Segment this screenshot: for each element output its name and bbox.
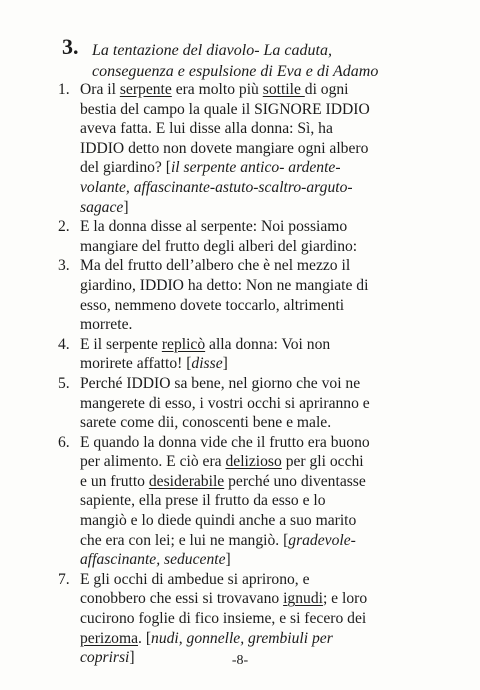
underlined-word: sottile <box>262 81 305 98</box>
verse-line: E il serpente replicò alla donna: Voi non <box>80 335 331 353</box>
verse-line: coprirsi] <box>80 649 135 667</box>
chapter-title-line: conseguenza e espulsione di Eva e di Adamo <box>92 63 379 80</box>
verse-line: giardino, IDDIO ha detto: Non ne mangiate di <box>80 276 369 294</box>
underlined-word: desiderabile <box>148 472 225 490</box>
italic-gloss: disse <box>191 355 223 373</box>
verse-line: mangiò e lo diede quindi anche a suo marito <box>80 512 357 530</box>
verse-line: E quando la donna vide che il frutto era buono <box>80 433 370 451</box>
verse-line: per alimento. E ciò era delizioso per gli occhi <box>80 453 364 471</box>
chapter-title-line: La tentazione del diavolo- La caduta, <box>92 42 332 59</box>
underlined-word: perizoma <box>80 629 139 647</box>
verse-item <box>58 433 398 570</box>
underlined-word: replicò <box>161 335 206 353</box>
verse-list <box>58 80 398 668</box>
verse-line <box>80 178 398 198</box>
verse-line: sapiente, ella prese il frutto da esso e lo <box>80 492 326 510</box>
verse-line: cucirono foglie di fico insieme, e si fecero dei <box>80 610 367 628</box>
chapter-title <box>92 40 462 82</box>
underlined-word: delizioso <box>225 453 282 471</box>
verse-line: E gli occhi di ambedue si aprirono, e <box>80 570 310 588</box>
verse-line: aveva fatta. E lui disse alla donna: Sì, ha <box>80 120 333 138</box>
italic-gloss: gradevole- <box>288 531 356 549</box>
verse-line: mangerete di esso, i vostri occhi si apriranno e <box>80 394 370 412</box>
italic-gloss: il serpente antico- ardente- <box>170 159 341 177</box>
italic-gloss: volante, affascinante-astuto-scaltro-arguto- <box>80 178 353 196</box>
verse-line: del giardino? [il serpente antico- ardente- <box>80 159 341 177</box>
verse-number: 3. <box>58 257 70 275</box>
verse-line: sagace] <box>80 198 129 216</box>
chapter-number: 3. <box>62 34 79 59</box>
verse-item <box>58 374 398 433</box>
verse-line: affascinante, seducente] <box>80 551 231 569</box>
verse-line: perizoma. [nudi, gonnelle, grembiuli per <box>80 629 333 647</box>
verse-line: esso, nemmeno dovete toccarlo, altrimenti <box>80 296 345 314</box>
verse-line: morrete. <box>80 316 133 334</box>
italic-gloss: sagace <box>80 198 124 216</box>
verse-line: Ma del frutto dell’albero che è nel mezzo il <box>80 257 351 275</box>
verse-line: sarete come dii, conoscenti bene e male. <box>80 414 332 432</box>
underlined-word: serpente <box>119 81 172 98</box>
verse-line: che era con lei; e lui ne mangiò. [gradevole- <box>80 531 356 549</box>
italic-gloss: affascinante, seducente <box>80 551 226 569</box>
verse-line: E la donna disse al serpente: Noi possiamo <box>80 218 348 236</box>
verse-item <box>58 80 398 217</box>
verse-number: 4. <box>58 335 70 353</box>
verse-line: morirete affatto! [disse] <box>80 355 228 373</box>
page-number: -8- <box>231 653 249 668</box>
underlined-word: ignudi <box>283 590 323 608</box>
verse-line: mangiare del frutto degli alberi del giardino: <box>80 237 358 255</box>
verse-number: 7. <box>58 570 70 588</box>
verse-number: 6. <box>58 433 70 451</box>
italic-gloss: coprirsi <box>80 649 130 667</box>
verse-item <box>58 335 398 374</box>
italic-gloss: nudi, gonnelle, grembiuli per <box>151 629 333 647</box>
verse-line: e un frutto desiderabile perché uno diventasse <box>80 472 366 490</box>
verse-number: 5. <box>58 374 70 392</box>
verse-line: Perché IDDIO sa bene, nel giorno che voi ne <box>80 374 361 392</box>
verse-line: bestia del campo la quale il SIGNORE IDDIO <box>80 100 370 118</box>
verse-number: 1. <box>58 81 70 98</box>
verse-line: IDDIO detto non dovete mangiare ogni albero <box>80 139 369 157</box>
verse-number: 2. <box>58 218 70 236</box>
verse-line: Ora il serpente era molto più sottile di ogni <box>80 81 349 98</box>
verse-item <box>58 217 398 256</box>
verse-item <box>58 256 398 334</box>
verse-line: conobbero che essi si trovavano ignudi; e loro <box>80 590 368 608</box>
